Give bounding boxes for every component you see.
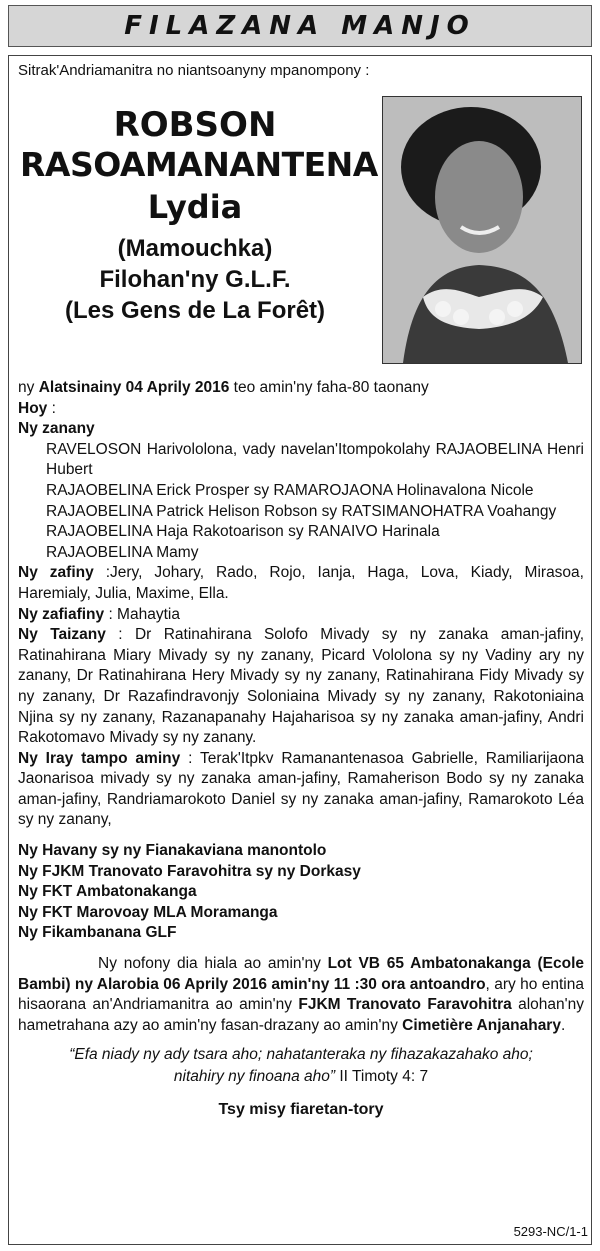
iray-tampo-paragraph: Ny Iray tampo aminy : Terak'Itpkv Ramanantenasoa Gabrielle, Ramiliarijaona Jaonarisoa mivady sy ny zanaka aman-jafiny, Ramaherison Bodo sy ny zanaka aman-jafiny, Randriamarokoto Daniel sy ny zanaka aman-jafiny, Ramarokoto Léa sy ny zanany, (18, 749, 585, 829)
reference-code: 5293-NC/1-1 (513, 1224, 588, 1239)
zanany-item: RAJAOBELINA Erick Prosper sy RAMAROJAONA Holinavalona Nicole (46, 481, 534, 499)
deceased-role: Filohan'ny G.L.F. (99, 266, 291, 293)
funeral-paragraph: Ny nofony dia hiala ao amin'ny Lot VB 65 Ambatonakanga (Ecole Bambi) ny Alarobia 06 Aprily 2016 amin'ny 11 :30 ora antoandro, ary ho entina hisaorana an'Andriamanitra ao amin'ny FJKM Tranovato Faravohitra alohan'ny hametrahana azy ao amin'ny fasan-drazany ao amin'ny Cimetière Anjanahary. (18, 955, 584, 1034)
death-line: ny Alatsinainy 04 Aprily 2016 teo amin'ny faha-80 taonany (18, 379, 429, 396)
zanany-label: Ny zanany (18, 420, 95, 438)
closing-line: Tsy misy fiaretan-tory (218, 1101, 384, 1119)
deceased-group: (Les Gens de La Forêt) (64, 297, 326, 324)
deceased-surname-2: RASOAMANANTENA (20, 145, 378, 184)
zanany-item: RAJAOBELINA Patrick Helison Robson sy RATSIMANOHATRA Voahangy (46, 502, 557, 520)
zanany-item: RAJAOBELINA Mamy (46, 543, 199, 561)
group-line: Ny FKT Marovoay MLA Moramanga (18, 903, 278, 921)
group-line: Ny Fikambanana GLF (18, 924, 177, 942)
deceased-surname-1: ROBSON (113, 105, 277, 145)
header-title: FILAZANA MANJO (124, 11, 476, 41)
deceased-nickname: (Mamouchka) (117, 235, 273, 262)
group-line: Ny FJKM Tranovato Faravohitra sy ny Dorkasy (18, 862, 361, 880)
deceased-names (20, 105, 378, 326)
portrait-photo (382, 96, 582, 364)
zanany-item: RAJAOBELINA Haja Rakotoarison sy RANAIVO Harinala (46, 523, 440, 541)
bible-quote: “Efa niady ny ady tsara aho; nahatanteraka ny fihazakazahako aho; nitahiry ny finoana aho” II Timoty 4: 7 (69, 1046, 533, 1086)
death-date: Alatsinainy 04 Aprily 2016 (38, 379, 230, 396)
zafiny-paragraph: Ny zafiny :Jery, Johary, Rado, Rojo, Ianja, Haga, Lova, Kiady, Mirasoa, Haremialy, Julia, Maxime, Ella. (18, 564, 584, 602)
hoy-line: Hoy : (18, 399, 56, 417)
zanany-item: RAVELOSON Harivololona, vady navelan'Itompokolahy RAJAOBELINA Henri Hubert (46, 440, 584, 479)
zafiafiny-paragraph: Ny zafiafiny : Mahaytia (18, 605, 180, 623)
group-line: Ny FKT Ambatonakanga (18, 883, 197, 901)
group-line: Ny Havany sy ny Fianakaviana manontolo (18, 842, 327, 860)
taizany-paragraph: Ny Taizany : Dr Ratinahirana Solofo Mivady sy ny zanaka aman-jafiny, Ratinahirana Miary Mivady sy ny zanany, Picard Vololona sy ny Vadiny ary ny zanany, Dr Ratinahirana Hery Mivady sy ny zanany, Ratinahirana Fidy Mivady sy ny zanany, Dr Razafindravonjy Soloniaina Mivady sy ny zanany, Rakotoniaina Njina sy ny zanany, Razanapanahy Hajaharisoa sy ny zanaka aman-jafiny, Andri Rakotomavo Mivady sy ny zanany. (18, 626, 585, 747)
deceased-firstname: Lydia (147, 188, 243, 226)
notice-body (18, 378, 584, 1121)
header-banner (8, 5, 592, 47)
intro-text: Sitrak'Andriamanitra no niantsoanyny mpanompony : (18, 62, 370, 79)
